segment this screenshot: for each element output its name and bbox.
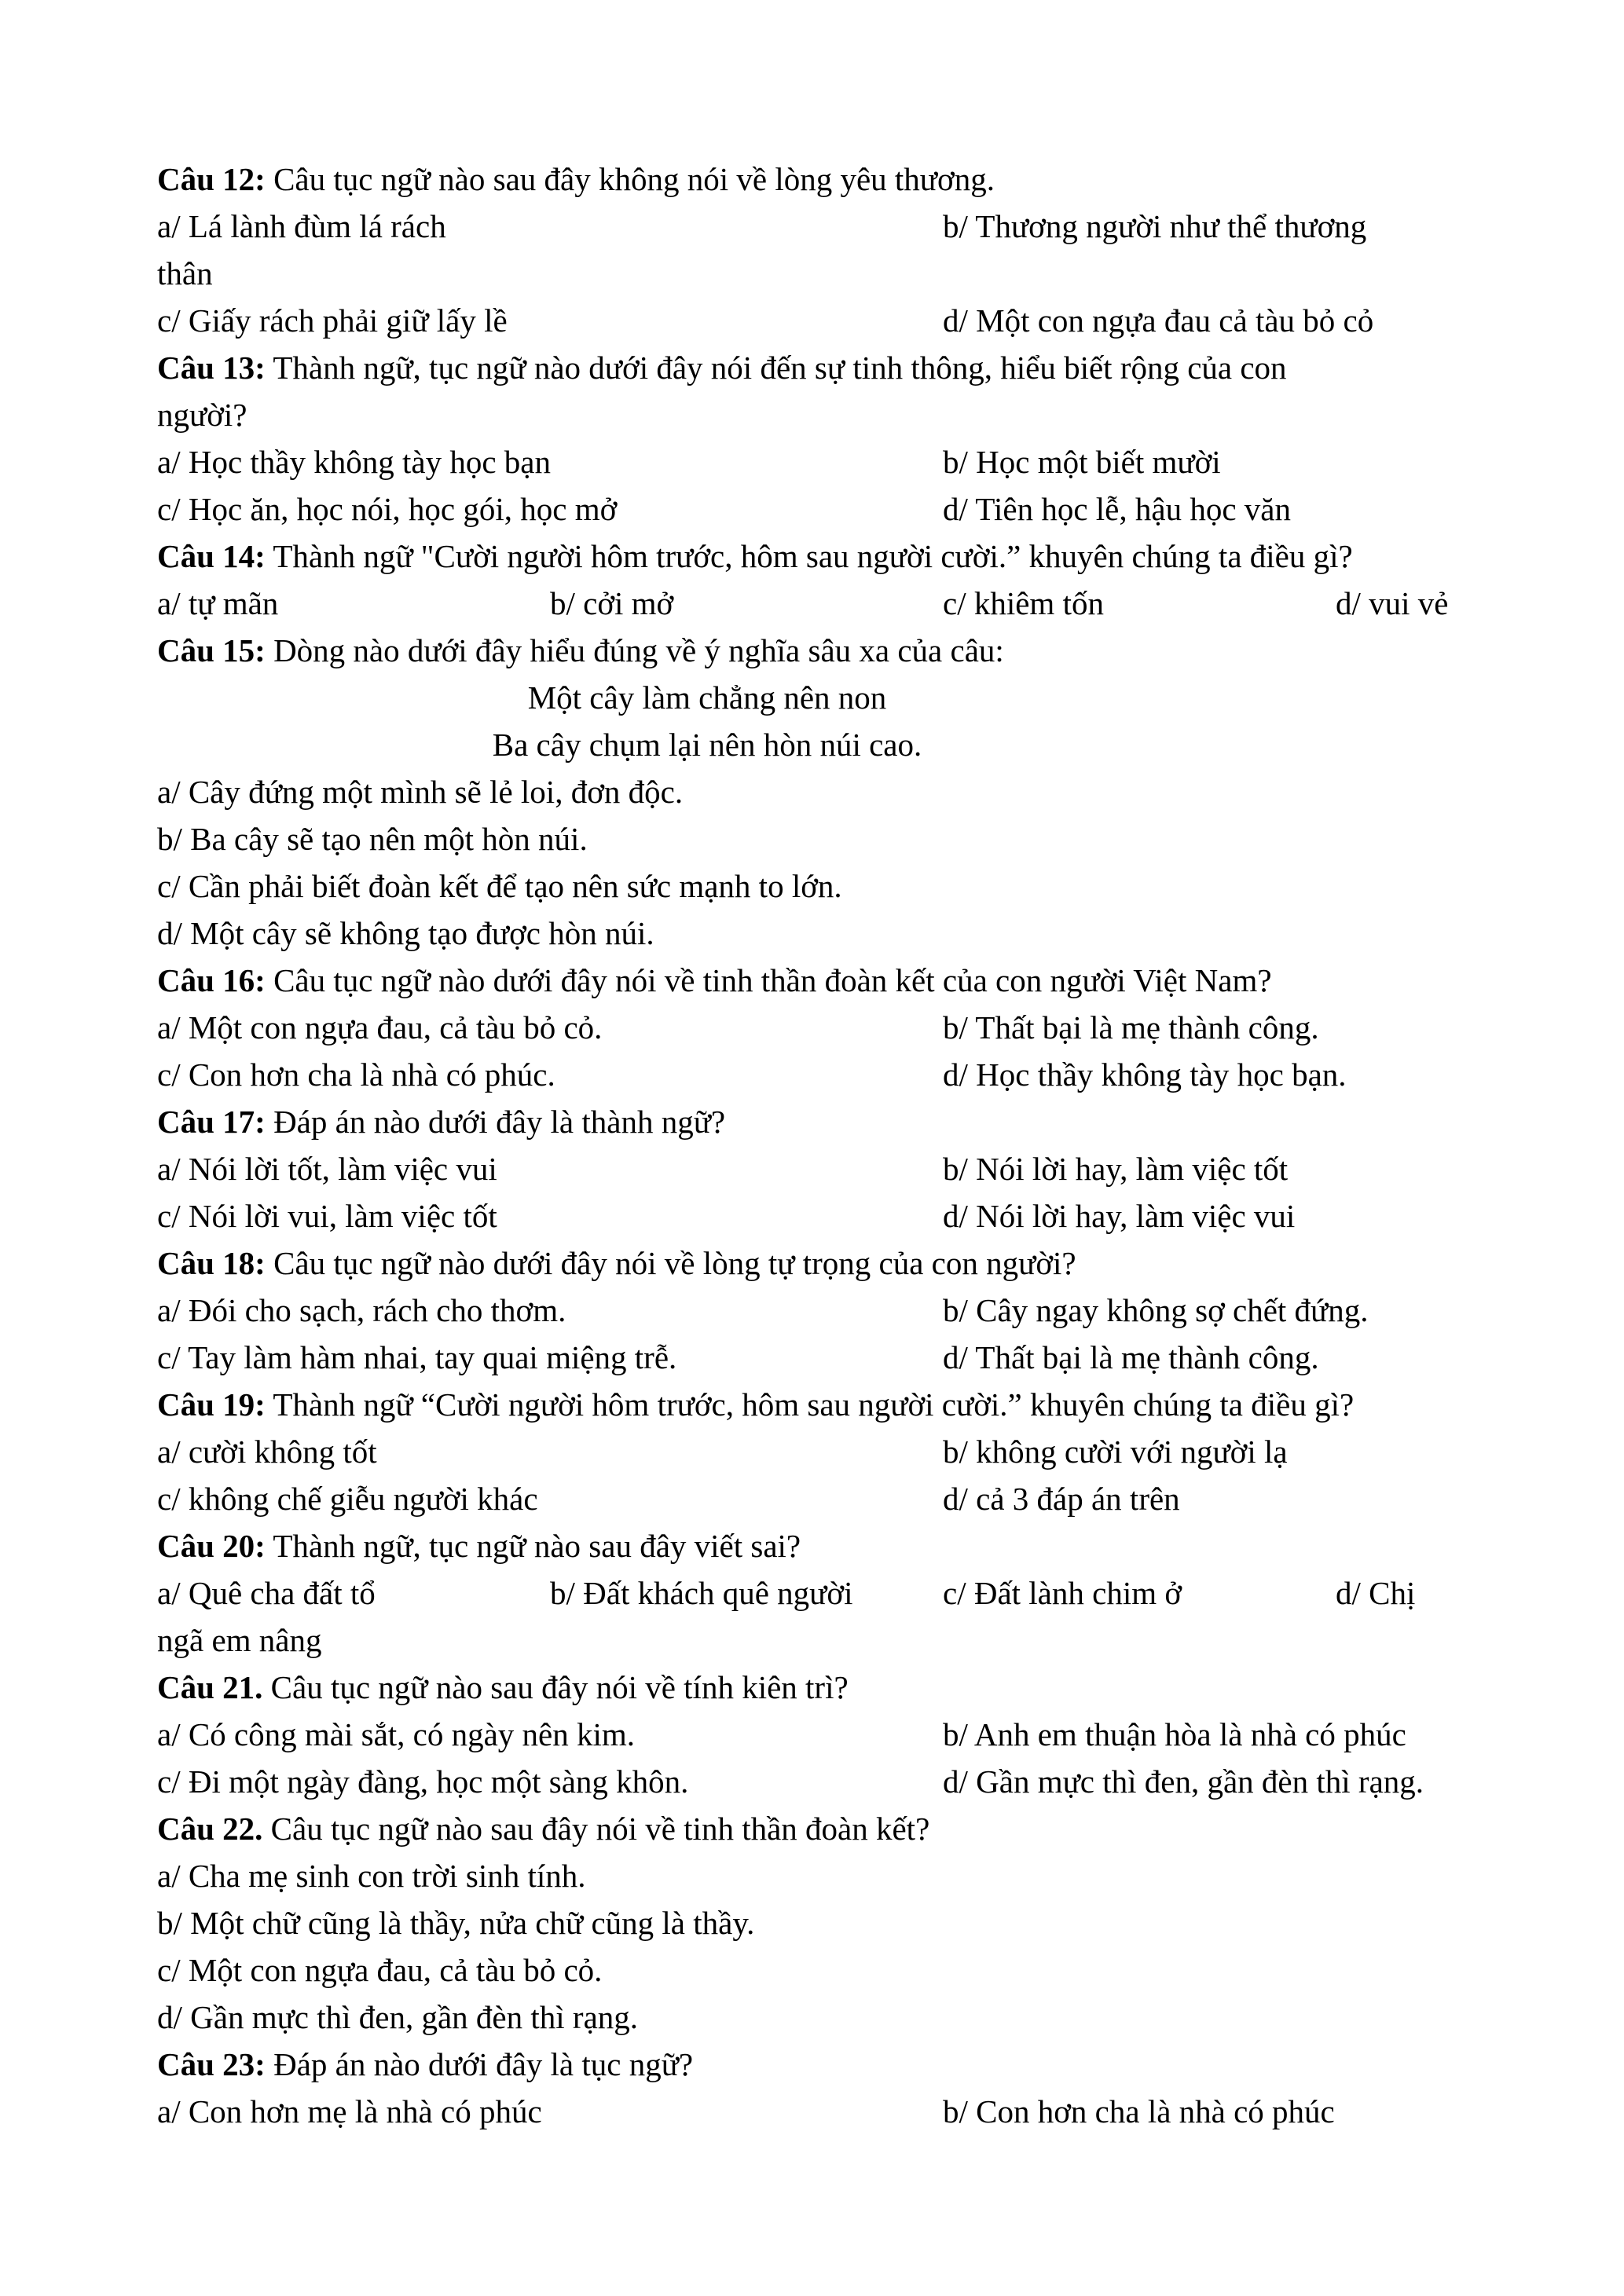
question-number: Câu 21. — [157, 1669, 263, 1705]
question-17 — [157, 1098, 1493, 1145]
document-page — [157, 156, 1493, 2135]
question-text: Thành ngữ, tục ngữ nào sau đây viết sai? — [265, 1528, 801, 1564]
question-20 — [157, 1522, 1493, 1569]
option-a: a/ cười không tốt — [157, 1434, 377, 1470]
question-number: Câu 14: — [157, 538, 266, 574]
verse-line-1: Một cây làm chẳng nên non — [527, 679, 887, 716]
option-b: b/ Ba cây sẽ tạo nên một hòn núi. — [157, 821, 588, 857]
option-a: a/ Nói lời tốt, làm việc vui — [157, 1151, 497, 1187]
question-number: Câu 18: — [157, 1245, 266, 1281]
options-row — [157, 1569, 1493, 1617]
option-d: d/ Gần mực thì đen, gần đèn thì rạng. — [157, 1999, 639, 2035]
question-text: người? — [157, 397, 247, 433]
question-number: Câu 20: — [157, 1528, 266, 1564]
question-text: Câu tục ngữ nào dưới đây nói về tinh thần đoàn kết của con người Việt Nam? — [265, 962, 1272, 998]
option-b: b/ Cây ngay không sợ chết đứng. — [943, 1292, 1369, 1328]
option-a: a/ Một con ngựa đau, cả tàu bỏ cỏ. — [157, 1009, 603, 1045]
options-row — [157, 1758, 1493, 1805]
option-d: d/ cả 3 đáp án trên — [943, 1481, 1180, 1517]
option-a: a/ Con hơn mẹ là nhà có phúc — [157, 2093, 542, 2129]
option-c: c/ Đi một ngày đàng, học một sàng khôn. — [157, 1763, 689, 1800]
options-row — [157, 1475, 1493, 1522]
options-row — [157, 1428, 1493, 1475]
question-13-continuation — [157, 391, 1493, 438]
question-22 — [157, 1805, 1493, 1852]
option-b: b/ Thất bại là mẹ thành công. — [943, 1009, 1319, 1045]
question-text: Câu tục ngữ nào dưới đây nói về lòng tự trọng của con người? — [265, 1245, 1076, 1281]
option-d-continuation — [157, 1617, 1493, 1664]
option-d: d/ Gần mực thì đen, gần đèn thì rạng. — [943, 1763, 1424, 1800]
option-d: d/ Nói lời hay, làm việc vui — [943, 1198, 1296, 1234]
question-text: Câu tục ngữ nào sau đây nói về tinh thần đoàn kết? — [262, 1811, 930, 1847]
option-d: d/ Một con ngựa đau cả tàu bỏ cỏ — [943, 302, 1374, 339]
option-b: b/ Thương người như thể thương — [943, 208, 1367, 244]
option-c: c/ Cần phải biết đoàn kết để tạo nên sức mạnh to lớn. — [157, 868, 842, 904]
option-a: a/ Có công mài sắt, có ngày nên kim. — [157, 1716, 636, 1752]
question-number: Câu 13: — [157, 350, 266, 386]
verse-line-2: Ba cây chụm lại nên hòn núi cao. — [492, 727, 922, 763]
question-text: Thành ngữ “Cười người hôm trước, hôm sau người cười.” khuyên chúng ta điều gì? — [265, 1386, 1355, 1423]
question-text: Thành ngữ, tục ngữ nào dưới đây nói đến sự tinh thông, hiểu biết rộng của con — [265, 350, 1287, 386]
option-b: b/ không cười với người lạ — [943, 1434, 1288, 1470]
options-row — [157, 203, 1493, 250]
options-row — [157, 297, 1493, 344]
question-number: Câu 19: — [157, 1386, 266, 1423]
question-number: Câu 23: — [157, 2046, 266, 2082]
option-d: d/ Chị — [1336, 1575, 1416, 1611]
question-number: Câu 12: — [157, 161, 266, 197]
options-row — [157, 1192, 1493, 1240]
options-row — [157, 1711, 1493, 1758]
option-b: b/ Đất khách quê người — [550, 1575, 853, 1611]
question-23 — [157, 2041, 1493, 2088]
option-c: c/ Con hơn cha là nhà có phúc. — [157, 1056, 555, 1093]
option-c: c/ khiêm tốn — [943, 585, 1104, 621]
option-c: c/ Giấy rách phải giữ lấy lề — [157, 302, 508, 339]
option-b: b/ Một chữ cũng là thầy, nửa chữ cũng là thầy. — [157, 1905, 755, 1941]
options-row — [157, 1004, 1493, 1051]
option-c: c/ Nói lời vui, làm việc tốt — [157, 1198, 497, 1234]
option-a: a/ Cha mẹ sinh con trời sinh tính. — [157, 1858, 586, 1894]
option-b: b/ Anh em thuận hòa là nhà có phúc — [943, 1716, 1406, 1752]
option-c: c/ Học ăn, học nói, học gói, học mở — [157, 491, 618, 527]
option-d: d/ vui vẻ — [1336, 585, 1449, 621]
question-13 — [157, 344, 1493, 391]
question-14 — [157, 533, 1493, 580]
question-text: Câu tục ngữ nào sau đây không nói về lòng yêu thương. — [265, 161, 995, 197]
option-a: a/ Học thầy không tày học bạn — [157, 444, 551, 480]
option-a: a/ Quê cha đất tổ — [157, 1575, 376, 1611]
option-d: d/ Học thầy không tày học bạn. — [943, 1056, 1347, 1093]
option-a: a/ Cây đứng một mình sẽ lẻ loi, đơn độc. — [157, 774, 684, 810]
options-row — [157, 580, 1493, 627]
option-c: c/ Tay làm hàm nhai, tay quai miệng trễ. — [157, 1339, 677, 1375]
option-c: c/ không chế giễu người khác — [157, 1481, 538, 1517]
question-number: Câu 17: — [157, 1104, 266, 1140]
wrapped-text: thân — [157, 255, 213, 291]
option-b-continuation — [157, 250, 1493, 297]
options-row — [157, 1287, 1493, 1334]
options-row — [157, 1334, 1493, 1381]
option-a: a/ Lá lành đùm lá rách — [157, 208, 446, 244]
option-a: a/ Đói cho sạch, rách cho thơm. — [157, 1292, 566, 1328]
option-c: c/ Một con ngựa đau, cả tàu bỏ cỏ. — [157, 1952, 603, 1988]
question-text: Đáp án nào dưới đây là thành ngữ? — [265, 1104, 726, 1140]
option-c: c/ Đất lành chim ở — [943, 1575, 1182, 1611]
question-text: Dòng nào dưới đây hiểu đúng về ý nghĩa sâu xa của câu: — [265, 632, 1004, 668]
question-21 — [157, 1664, 1493, 1711]
option-d: d/ Tiên học lễ, hậu học văn — [943, 491, 1291, 527]
options-row — [157, 485, 1493, 533]
options-row — [157, 2088, 1493, 2135]
question-number: Câu 16: — [157, 962, 266, 998]
question-19 — [157, 1381, 1493, 1428]
question-number: Câu 22. — [157, 1811, 263, 1847]
option-a: a/ tự mãn — [157, 585, 279, 621]
question-text: Đáp án nào dưới đây là tục ngữ? — [265, 2046, 694, 2082]
option-b: b/ Nói lời hay, làm việc tốt — [943, 1151, 1289, 1187]
question-12 — [157, 156, 1493, 203]
question-15 — [157, 627, 1493, 674]
question-text: Thành ngữ "Cười người hôm trước, hôm sau người cười.” khuyên chúng ta điều gì? — [265, 538, 1353, 574]
question-number: Câu 15: — [157, 632, 266, 668]
question-18 — [157, 1240, 1493, 1287]
option-b: b/ cởi mở — [550, 585, 674, 621]
wrapped-text: ngã em nâng — [157, 1622, 322, 1658]
options-row — [157, 438, 1493, 485]
option-b: b/ Học một biết mười — [943, 444, 1221, 480]
option-d: d/ Thất bại là mẹ thành công. — [943, 1339, 1319, 1375]
option-d: d/ Một cây sẽ không tạo được hòn núi. — [157, 915, 654, 951]
options-row — [157, 1051, 1493, 1098]
options-row — [157, 1145, 1493, 1192]
question-text: Câu tục ngữ nào sau đây nói về tính kiên trì? — [262, 1669, 849, 1705]
option-b: b/ Con hơn cha là nhà có phúc — [943, 2093, 1335, 2129]
question-16 — [157, 957, 1493, 1004]
